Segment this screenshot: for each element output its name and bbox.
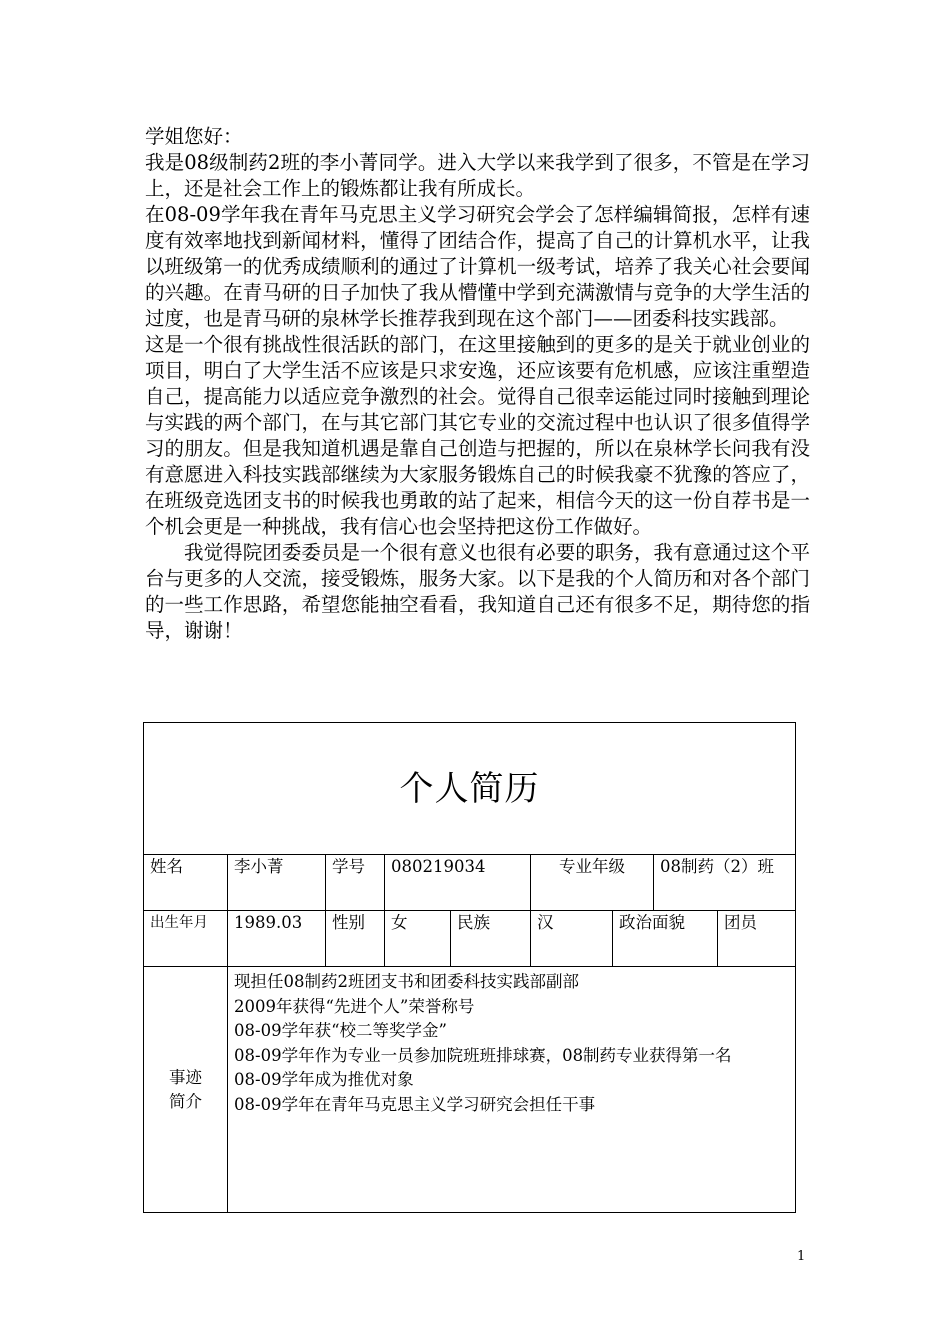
intro-item: 08-09学年作为专业一员参加院班班排球赛，08制药专业获得第一名 xyxy=(234,1045,732,1065)
birth-value: 1989.03 xyxy=(228,911,326,967)
name-label: 姓名 xyxy=(144,855,228,911)
resume-title: 个人简历 xyxy=(144,723,796,855)
intro-item: 现担任08制药2班团支书和团委科技实践部副部 xyxy=(234,972,579,991)
intro-label-line-2: 简介 xyxy=(169,1091,202,1111)
letter-paragraph-4: 我觉得院团委委员是一个很有意义也很有必要的职务，我有意通过这个平台与更多的人交流，接受锻炼，服务大家。以下是我的个人简历和对各个部门的一些工作思路，希望您能抽空看看，我知道自己还有很多不足，期待您的指导，谢谢！ xyxy=(145,541,810,642)
major-label: 专业年级 xyxy=(531,855,654,911)
intro-label-line-1: 事迹 xyxy=(169,1067,202,1087)
gender-label: 性别 xyxy=(326,911,385,967)
name-value: 李小菁 xyxy=(228,855,326,911)
intro-label xyxy=(144,967,228,1213)
political-label: 政治面貌 xyxy=(613,911,718,967)
ethnicity-value: 汉 xyxy=(531,911,613,967)
letter-greeting: 学姐您好： xyxy=(145,125,243,148)
intro-item: 08-09学年获“校二等奖学金” xyxy=(234,1021,447,1040)
intro-item: 2009年获得“先进个人”荣誉称号 xyxy=(234,996,475,1016)
birth-label: 出生年月 xyxy=(144,911,228,967)
intro-item: 08-09学年在青年马克思主义学习研究会担任干事 xyxy=(234,1094,596,1114)
student-id-label: 学号 xyxy=(326,855,385,911)
gender-value: 女 xyxy=(385,911,451,967)
resume-table xyxy=(143,722,796,1213)
letter-paragraph-3: 这是一个很有挑战性很活跃的部门，在这里接触到的更多的是关于就业创业的项目，明白了大学生活不应该是只求安逸，还应该要有危机感，应该注重塑造自己，提高能力以适应竞争激烈的社会。觉得自己很幸运能过同时接触到理论与实践的两个部门，在与其它部门其它专业的交流过程中也认识了很多值得学习的朋友。但是我知道机遇是靠自己创造与把握的，所以在泉林学长问我有没有意愿进入科技实践部继续为大家服务锻炼自己的时候我豪不犹豫的答应了，在班级竞选团支书的时候我也勇敢的站了起来，相信今天的这一份自荐书是一个机会更是一种挑战，我有信心也会坚持把这份工作做好。 xyxy=(145,333,810,538)
major-value: 08制药（2）班 xyxy=(654,855,796,911)
page-number: 1 xyxy=(797,1249,806,1264)
ethnicity-label: 民族 xyxy=(451,911,531,967)
cover-letter xyxy=(145,124,810,644)
letter-paragraph-1: 我是08级制药2班的李小菁同学。进入大学以来我学到了很多，不管是在学习上，还是社会工作上的锻炼都让我有所成长。 xyxy=(145,151,810,200)
intro-content xyxy=(228,967,796,1213)
student-id-value: 080219034 xyxy=(385,855,531,911)
intro-item: 08-09学年成为推优对象 xyxy=(234,1070,414,1089)
letter-paragraph-2: 在08-09学年我在青年马克思主义学习研究会学会了怎样编辑简报，怎样有速度有效率地找到新闻材料，懂得了团结合作，提高了自己的计算机水平，让我以班级第一的优秀成绩顺利的通过了计算机一级考试，培养了我关心社会要闻的兴趣。在青马研的日子加快了我从懵懂中学到充满激情与竞争的大学生活的过度，也是青马研的泉林学长推荐我到现在这个部门——团委科技实践部。 xyxy=(145,203,810,330)
political-value: 团员 xyxy=(718,911,796,967)
